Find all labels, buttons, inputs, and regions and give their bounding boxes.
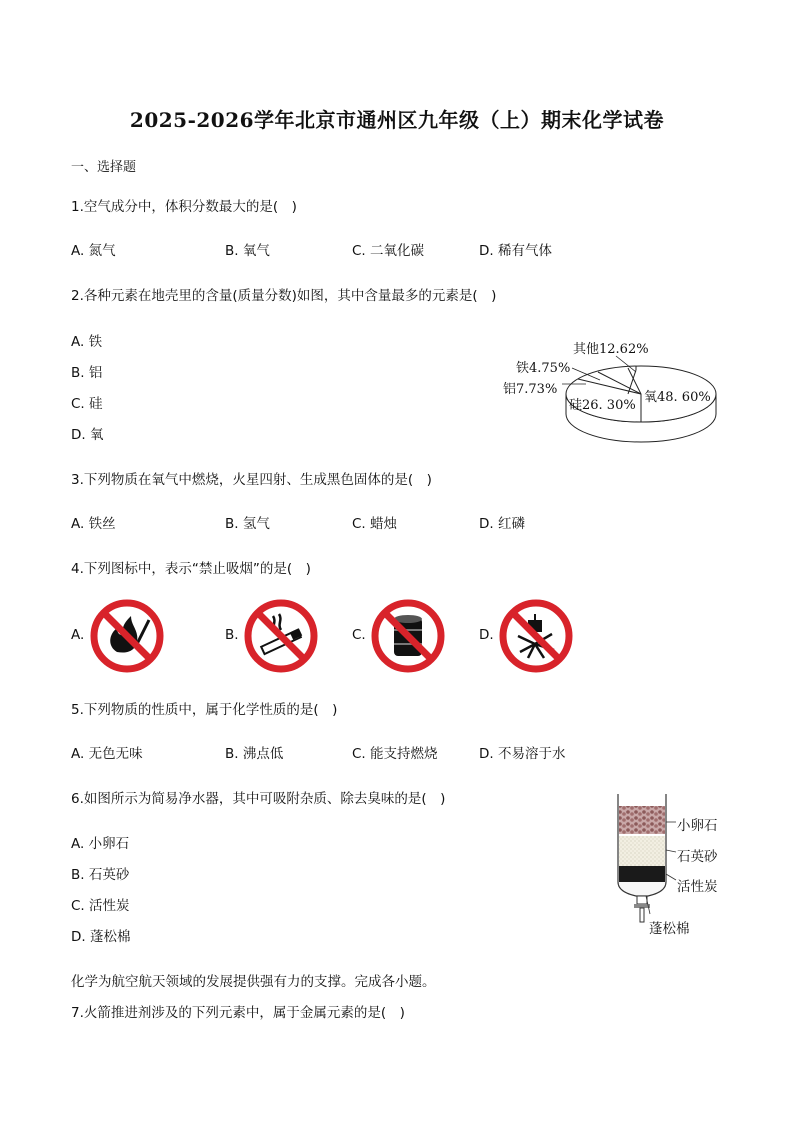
q6-option-c[interactable]: C. 活性炭 [71,898,130,914]
question-2-stem: 2.各种元素在地壳里的含量(质量分数)如图，其中含量最多的元素是( ) [71,288,497,304]
q2-option-a[interactable]: A. 铁 [71,334,103,350]
q1-option-b[interactable]: B. 氧气 [225,243,270,259]
q3-option-a[interactable]: A. 铁丝 [71,516,116,532]
q4-option-a[interactable]: A. [71,627,85,643]
q4-option-b[interactable]: B. [225,627,239,643]
question-6-stem: 6.如图所示为简易净水器，其中可吸附杂质、除去臭味的是( ) [71,791,446,807]
no-fire-icon[interactable] [89,598,165,678]
q5-option-a[interactable]: A. 无色无味 [71,746,143,762]
water-filter-diagram [610,792,680,936]
question-4-stem: 4.下列图标中，表示“禁止吸烟”的是( ) [71,561,311,577]
pie-label-iron: 铁4.75% [516,361,571,376]
q2-option-b[interactable]: B. 铝 [71,365,103,381]
q6-option-a[interactable]: A. 小卵石 [71,836,130,852]
pie-label-oxygen: 氧48. 60% [644,390,711,405]
no-smoking-icon[interactable] [243,598,319,678]
filter-label-cotton: 蓬松棉 [649,921,690,937]
q1-option-d[interactable]: D. 稀有气体 [479,243,552,259]
q3-option-c[interactable]: C. 蜡烛 [352,516,398,532]
q3-option-b[interactable]: B. 氢气 [225,516,270,532]
pie-label-other: 其他12.62% [573,342,649,357]
q4-option-d[interactable]: D. [479,627,494,643]
question-1-stem: 1.空气成分中，体积分数最大的是( ) [71,199,297,215]
q5-option-b[interactable]: B. 沸点低 [225,746,284,762]
q1-option-c[interactable]: C. 二氧化碳 [352,243,425,259]
exam-title: 2025-2026学年北京市通州区九年级（上）期末化学试卷 [129,108,665,132]
q6-option-d[interactable]: D. 蓬松棉 [71,929,131,945]
filter-label-pebbles: 小卵石 [677,818,718,834]
question-5-stem: 5.下列物质的性质中，属于化学性质的是( ) [71,702,338,718]
filter-label-quartz-sand: 石英砂 [677,849,718,865]
q3-option-d[interactable]: D. 红磷 [479,516,525,532]
q5-option-d[interactable]: D. 不易溶于水 [479,746,566,762]
pie-label-silicon: 硅26. 30% [569,398,636,413]
q5-option-c[interactable]: C. 能支持燃烧 [352,746,438,762]
q6-option-b[interactable]: B. 石英砂 [71,867,130,883]
question-3-stem: 3.下列物质在氧气中燃烧，火星四射、生成黑色固体的是( ) [71,472,432,488]
q4-option-c[interactable]: C. [352,627,366,643]
q2-option-c[interactable]: C. 硅 [71,396,103,412]
filter-label-activated-carbon: 活性炭 [677,879,718,895]
passage-intro: 化学为航空航天领域的发展提供强有力的支撑。完成各小题。 [71,974,436,990]
q2-option-d[interactable]: D. 氧 [71,427,104,443]
question-7-stem: 7.火箭推进剂涉及的下列元素中，属于金属元素的是( ) [71,1005,405,1021]
q1-option-a[interactable]: A. 氮气 [71,243,116,259]
pie-label-aluminum: 铝7.73% [503,382,558,397]
no-oil-drum-icon[interactable] [370,598,446,678]
no-fireworks-icon[interactable] [498,598,574,678]
section-heading: 一、选择题 [71,160,137,175]
